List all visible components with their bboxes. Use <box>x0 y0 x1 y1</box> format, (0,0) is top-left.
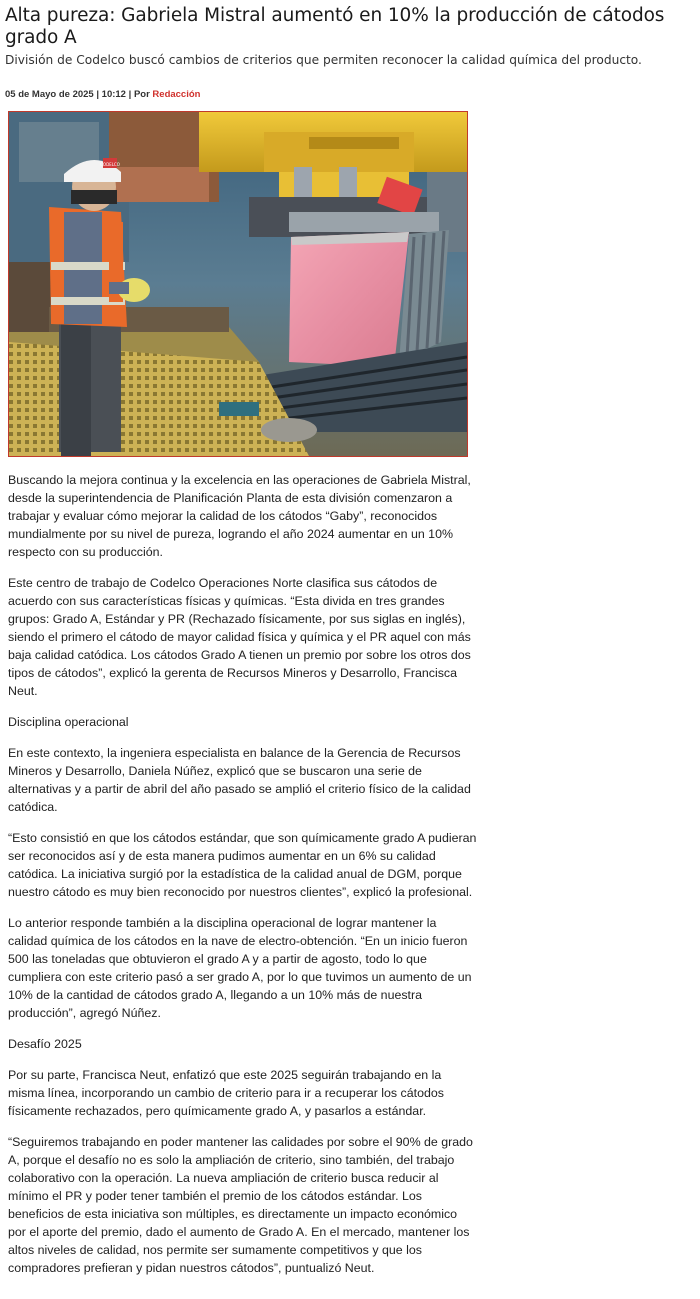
helmet-logo: CODELCO <box>100 162 120 167</box>
publish-date: 05 de Mayo de 2025 <box>5 89 94 100</box>
article-title: Alta pureza: Gabriela Mistral aumentó en 10% la producción de cátodos grado A <box>5 5 665 48</box>
article-photo <box>8 111 468 457</box>
body-paragraph: Lo anterior responde también a la disciplina operacional de lograr mantener la calidad química de los cátodos en la nave de electro-obtención. “En un inicio fueron 500 las toneladas que obtuvieron el grado A y a partir de agosto, todo lo que cumpliera con este criterio pasó a ser grado A, por lo que tuvimos un aumento de un 10% de la cantidad de cátodos grado A, llegando a un 10% más de nuestra producción”, agregó Núñez. <box>8 916 472 1020</box>
publish-time: 10:12 <box>101 89 126 100</box>
body-paragraph: Buscando la mejora continua y la excelencia en las operaciones de Gabriela Mistral, desde la superintendencia de Planificación Planta de esta división comenzaron a trabajar y evaluar cómo mejorar la calidad de los cátodos “Gaby”, reconocidos mundialmente por su nivel de pureza, logrando el año 2024 aumentar en un 10% respecto con su producción. <box>8 473 471 559</box>
meta-separator: | <box>128 89 132 100</box>
body-paragraph: “Seguiremos trabajando en poder mantener las calidades por sobre el 90% de grado A, porque el desafío no es solo la ampliación de criterio, sino también, del trabajo colaborativo con la operación. La nueva ampliación de criterio busca reducir al mínimo el PR y poder tener también el premio de los cátodos estándar. Los beneficios de esta iniciativa son múltiples, es directamente un impacto económico por el aporte del premio, dado el aumento de Grado A. En el mercado, mantener los altos niveles de calidad, nos permite ser sumamente competitivos y que los compradores prefieran y pidan nuestros cátodos”, puntualizó Neut. <box>8 1135 473 1275</box>
article-body <box>8 471 478 1290</box>
section-heading: Disciplina operacional <box>8 715 129 729</box>
body-paragraph: En este contexto, la ingeniera especialista en balance de la Gerencia de Recursos Mineros y Desarrollo, Daniela Núñez, explicó que se buscaron una serie de alternativas y a partir de abril del año pasado se amplió el criterio físico de la calidad catódica. <box>8 746 471 814</box>
article-meta <box>5 88 200 102</box>
section-heading: Desafío 2025 <box>8 1037 82 1051</box>
byline-prefix: Por <box>133 89 150 100</box>
meta-separator: | <box>96 89 100 100</box>
body-paragraph: Por su parte, Francisca Neut, enfatizó que este 2025 seguirán trabajando en la misma línea, incorporando un cambio de criterio para ir a recuperar los cátodos físicamente rechazados, pero químicamente grado A, y pasarlos a estándar. <box>8 1068 444 1118</box>
electrowinning-plant-illustration <box>9 112 467 456</box>
body-paragraph: Este centro de trabajo de Codelco Operaciones Norte clasifica sus cátodos de acuerdo con sus características físicas y químicas. “Esta divida en tres grandes grupos: Grado A, Estándar y PR (Rechazado físicamente, por sus siglas en inglés), siendo el primero el cátodo de mayor calidad física y química y el PR aquel con más baja calidad catódica. Los cátodos Grado A tienen un premio por sobre los otros dos tipos de cátodos”, explicó la gerenta de Recursos Mineros y Desarrollo, Francisca Neut. <box>8 576 471 698</box>
article-subtitle: División de Codelco buscó cambios de criterios que permiten reconocer la calidad química del producto. <box>5 53 642 67</box>
body-paragraph: “Esto consistió en que los cátodos estándar, que son químicamente grado A pudieran ser reconocidos así y de esta manera pudimos aumentar en un 6% su calidad catódica. La iniciativa surgió por la estadística de la calidad anual de DGM, porque nuestro cátodo es muy bien reconocido por nuestros clientes”, explicó la profesional. <box>8 831 477 899</box>
author-link[interactable]: Redacción <box>152 89 201 100</box>
